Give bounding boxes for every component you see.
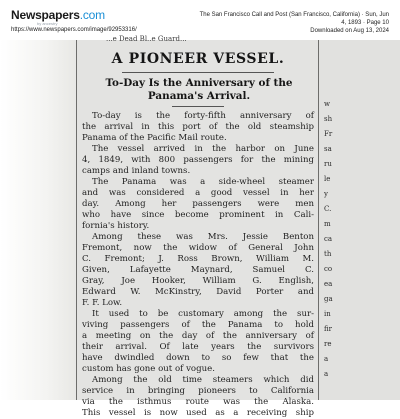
logo-byline: by ancestry [37,21,58,26]
article-line: Among the old time steamers which did [92,375,314,385]
newspapers-logo[interactable] [11,8,105,22]
column-rule-left [76,40,77,400]
article-title: A PIONEER VESSEL. [111,51,285,67]
adjacent-column-fragment: fir [324,325,333,333]
adjacent-column-fragment: C. [324,205,332,213]
adjacent-column-fragment: ru [324,160,332,168]
article-line: F. F. Low. [82,298,123,308]
adjacent-column-fragment: ea [324,280,333,288]
article-line: Among these was Mrs. Jessie Benton [92,232,314,242]
article-line: This vessel is now used as a receiving ship [82,408,314,418]
adjacent-column-fragment: a [324,355,329,363]
adjacent-column-fragment: le [324,175,331,183]
page-margin [0,40,76,400]
adjacent-column-fragment: m [324,220,331,228]
adjacent-column-fragment: in [324,310,331,318]
article-line: The vessel arrived in the harbor on June [92,144,314,154]
article-line: fornia's history. [82,221,150,231]
article-subhead [84,77,314,103]
adjacent-column-fragment: ga [324,295,333,303]
article-line: a meeting on the day of the anniversary of [82,331,314,341]
adjacent-column-fragment: y [324,190,328,198]
article-line: service in bringing pioneers to California [82,386,314,396]
title-divider [122,72,274,73]
adjacent-column-fragment: th [324,250,332,258]
article-line: camps and inland towns. [82,166,191,176]
article-line: Fremont, now the widow of General John [82,243,314,253]
article-line: have dwindled down to so few that the [82,353,314,363]
adjacent-column-fragment: a [324,370,329,378]
article-line: who have since become prominent in Cali- [82,210,314,220]
article-line: Gray, Joe Hooker, William G. English, [82,276,314,286]
adjacent-column-fragment: w [324,100,330,108]
subhead-line-1: To-Day Is the Anniversary of the [105,77,293,89]
publication-date-line: 4, 1893 · Page 10 [341,20,389,26]
adjacent-column-fragment: co [324,265,333,273]
clipping-header [0,0,400,40]
adjacent-column-fragment: Fr [324,130,333,138]
adjacent-column-fragment: sa [324,145,332,153]
adjacent-column-fragment: sh [324,115,333,123]
adjacent-column-fragment: ca [324,235,333,243]
article-line: To-day is the forty-fifth anniversary of [92,111,314,121]
article-line: and was considered a good vessel in her [82,188,314,198]
subhead-divider [172,106,224,107]
article-line: Panama of the Pacific Mail route. [82,133,227,143]
article-line: Edward W. McKinstry, David Porter and [82,287,314,297]
adjacent-column-fragment: re [324,340,332,348]
article-line: their arrival. Of late years the survivors [82,342,314,352]
image-url-link[interactable]: https://www.newspapers.com/image/92953316/ [11,27,137,33]
article-line: day. Among her passengers were men [82,199,314,209]
article-line: Given, Lafayette Maynard, Samuel C. [82,265,314,275]
logo-wordmark: Newspapers [11,8,80,22]
article-line: It used to be customary among the sur- [92,309,314,319]
download-date-line: Downloaded on Aug 13, 2024 [310,28,389,34]
article-line: 4, 1849, with 800 passengers for the mining [82,155,314,165]
article-line: the arrival in this port of the old steamship [82,122,314,132]
article-line: via the isthmus route was the Alaska. [82,397,314,407]
article-line: custom has gone out of vogue. [82,364,215,374]
article-line: viving passengers of the Panama to hold [82,320,314,330]
cut-off-heading: ...e Dead Bl..e Guard... [106,35,187,43]
publication-title-line: The San Francisco Call and Post (San Francisco, California) · Sun, Jun [199,12,389,18]
subhead-line-2: Panama's Arrival. [147,90,251,102]
article-line: C. Fremont; J. Ross Brown, William M. [82,254,314,264]
article-line: The Panama was a side-wheel steamer [92,177,314,187]
logo-tld: .com [79,8,105,22]
publication-meta [159,11,389,35]
article [82,35,314,418]
newspaper-scan [0,35,400,418]
